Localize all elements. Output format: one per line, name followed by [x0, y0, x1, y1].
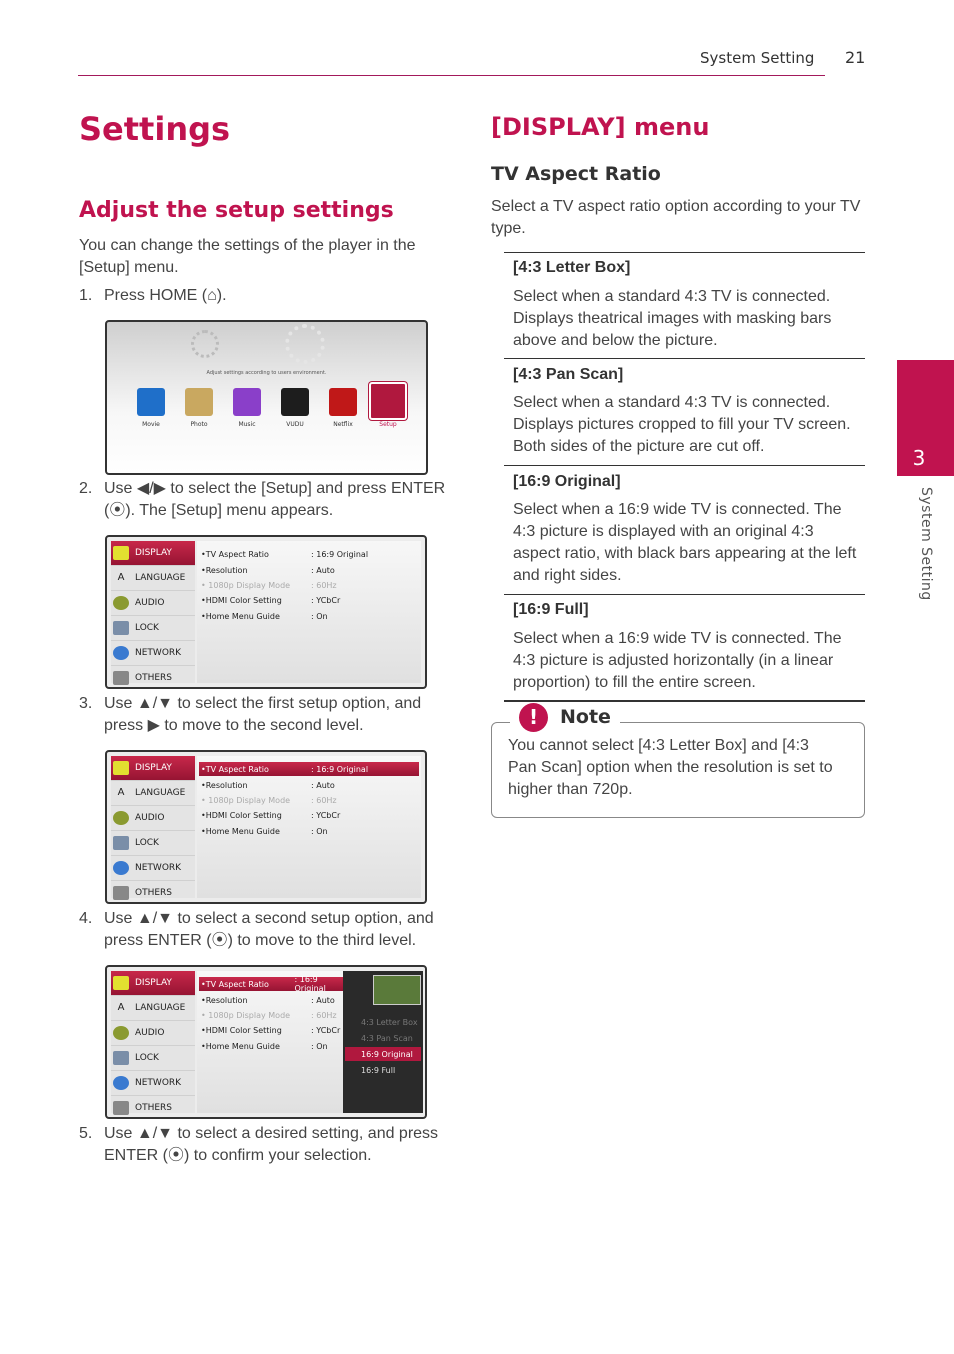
language-icon: A [117, 787, 125, 798]
note-text: You cannot select [4:3 Letter Box] and [4:3 Pan Scan] option when the resolution is set to higher than 720p. [508, 737, 833, 798]
divider [504, 252, 865, 253]
home-label: Setup [379, 421, 397, 428]
option-title: [4:3 Pan Scan] [513, 366, 624, 383]
running-header-section: System Setting [700, 49, 815, 67]
menu-item-audio[interactable]: AUDIO [111, 1021, 195, 1046]
setting-row: • 1080p Display Mode : 60Hz [201, 795, 337, 805]
setting-row-selected[interactable]: •TV Aspect Ratio : 16:9 Original [199, 762, 419, 776]
menu-item-others[interactable]: OTHERS [111, 1096, 195, 1119]
setting-row[interactable]: •TV Aspect Ratio : 16:9 Original [201, 549, 369, 559]
adjust-intro: You can change the settings of the player in the [Setup] menu. [79, 237, 416, 276]
home-label: Music [238, 421, 256, 428]
home-label: Netflix [333, 421, 353, 428]
step-number: 4. [79, 910, 93, 927]
divider [504, 465, 865, 466]
popup-option[interactable]: 4:3 Letter Box [361, 1017, 418, 1027]
setting-row: • 1080p Display Mode : 60Hz [201, 580, 337, 590]
step-number: 2. [79, 480, 93, 497]
popup-option[interactable]: 4:3 Pan Scan [361, 1033, 413, 1043]
option-description: Select when a 16:9 wide TV is connected. The 4:3 picture is displayed with an original 4:3 aspect ratio, with black bars appearing at the left and right sides. [513, 501, 857, 584]
setting-row[interactable]: •HDMI Color Setting : YCbCr [201, 595, 341, 605]
menu-item-lock[interactable]: LOCK [111, 1046, 195, 1071]
menu-item-display[interactable]: DISPLAY [111, 541, 195, 566]
step-number: 3. [79, 695, 93, 712]
language-icon: A [117, 1002, 125, 1013]
chapter-tab-label: System Setting [918, 487, 934, 601]
section-heading-adjust: Adjust the setup settings [79, 198, 394, 223]
home-label: Movie [142, 421, 160, 428]
menu-item-display[interactable]: DISPLAY [111, 756, 195, 781]
divider [504, 700, 865, 702]
header-rule [78, 75, 825, 76]
step-text: Use ▲/▼ to select a second setup option, and press ENTER (⦿) to move to the third level. [104, 910, 434, 949]
setting-row: • 1080p Display Mode : 60Hz [201, 1010, 337, 1020]
step-text: Use ◀/▶ to select the [Setup] and press ENTER (⦿). The [Setup] menu appears. [104, 480, 446, 519]
setup-icon[interactable] [369, 382, 407, 420]
popup-option-selected[interactable]: 16:9 Original [345, 1047, 421, 1061]
step-text: Press HOME (⌂). [104, 287, 227, 304]
menu-item-lock[interactable]: LOCK [111, 831, 195, 856]
music-icon[interactable] [233, 388, 261, 416]
popup-option[interactable]: 16:9 Full [361, 1065, 396, 1075]
menu-item-lock[interactable]: LOCK [111, 616, 195, 641]
menu-item-audio[interactable]: AUDIO [111, 806, 195, 831]
menu-item-audio[interactable]: AUDIO [111, 591, 195, 616]
option-title: [16:9 Original] [513, 473, 621, 490]
menu-item-language[interactable]: A LANGUAGE [111, 996, 195, 1021]
movie-icon[interactable] [137, 388, 165, 416]
divider [504, 358, 865, 359]
setting-row[interactable]: •Home Menu Guide : On [201, 611, 328, 621]
gear-decoration-icon [191, 330, 219, 358]
menu-item-network[interactable]: NETWORK [111, 1071, 195, 1096]
menu-item-network[interactable]: NETWORK [111, 641, 195, 666]
netflix-icon[interactable] [329, 388, 357, 416]
page-number: 21 [845, 48, 866, 67]
home-hint: Adjust settings according to users environment. [206, 370, 327, 376]
section-heading-display-menu: [DISPLAY] menu [491, 113, 710, 141]
setting-row[interactable]: •HDMI Color Setting : YCbCr [201, 1025, 341, 1035]
step-text: Use ▲/▼ to select a desired setting, and press ENTER (⦿) to confirm your selection. [104, 1125, 439, 1164]
photo-icon[interactable] [185, 388, 213, 416]
menu-item-language[interactable]: A LANGUAGE [111, 566, 195, 591]
option-description: Select when a standard 4:3 TV is connected. Displays theatrical images with masking bars above and below the picture. [513, 288, 832, 349]
option-popup [343, 971, 423, 1113]
setup-menu-image [105, 535, 427, 689]
option-title: [16:9 Full] [513, 601, 589, 618]
option-description: Select when a 16:9 wide TV is connected. The 4:3 picture is adjusted horizontally (in a linear proportion) to fill the entire screen. [513, 630, 842, 691]
option-title: [4:3 Letter Box] [513, 259, 631, 276]
setting-row[interactable]: •Resolution : Auto [201, 995, 335, 1005]
step-text: Use ▲/▼ to select the first setup option, and press ▶ to move to the second level. [104, 695, 422, 734]
divider [504, 594, 865, 595]
menu-item-others[interactable]: OTHERS [111, 881, 195, 904]
setup-menu-image [105, 965, 427, 1119]
setting-row[interactable]: •Home Menu Guide : On [201, 1041, 328, 1051]
setting-row[interactable]: •HDMI Color Setting : YCbCr [201, 810, 341, 820]
display-intro: Select a TV aspect ratio option according to your TV type. [491, 198, 861, 237]
language-icon: A [117, 572, 125, 583]
preview-thumbnail [373, 975, 421, 1005]
setting-row[interactable]: •Resolution : Auto [201, 565, 335, 575]
step-number: 1. [79, 287, 93, 304]
exclamation-icon: ! [519, 703, 548, 732]
home-screen-image [105, 320, 428, 475]
setting-row[interactable]: •Home Menu Guide : On [201, 826, 328, 836]
setup-menu-image [105, 750, 427, 904]
gear-decoration-icon [285, 324, 325, 364]
page-title: Settings [79, 110, 231, 148]
setting-row-selected[interactable]: •TV Aspect Ratio : 16:9 Original [199, 977, 343, 991]
home-label: VUDU [286, 421, 304, 428]
home-label: Photo [190, 421, 208, 428]
setting-row[interactable]: •Resolution : Auto [201, 780, 335, 790]
chapter-number: 3 [912, 446, 926, 470]
vudu-icon[interactable] [281, 388, 309, 416]
menu-item-network[interactable]: NETWORK [111, 856, 195, 881]
menu-item-language[interactable]: A LANGUAGE [111, 781, 195, 806]
menu-item-display[interactable]: DISPLAY [111, 971, 195, 996]
step-number: 5. [79, 1125, 93, 1142]
note-title: Note [560, 706, 611, 728]
option-description: Select when a standard 4:3 TV is connected. Displays pictures cropped to fill your TV screen. Both sides of the picture are cut off. [513, 394, 851, 455]
menu-item-others[interactable]: OTHERS [111, 666, 195, 689]
subheading-tv-aspect-ratio: TV Aspect Ratio [491, 163, 661, 185]
